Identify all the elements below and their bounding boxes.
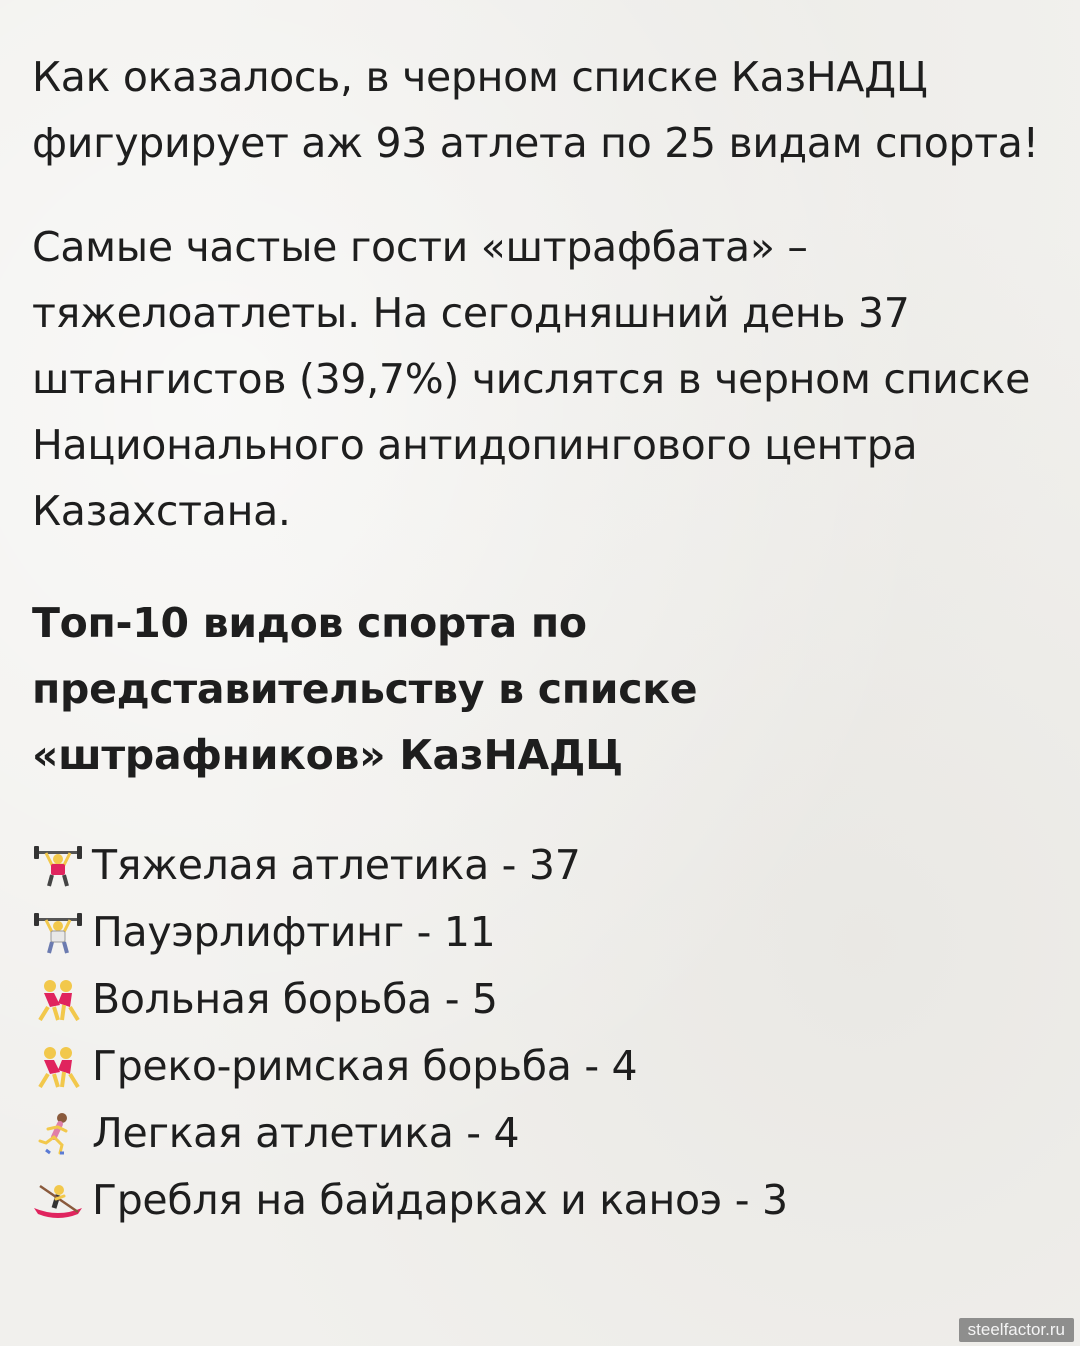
paragraph-weightlifters: Самые частые гости «штрафбата» – тяжелоатлеты. На сегодняшний день 37 штангистов (39,7%) числятся в черном списке Национального антидопингового центра Казахстана. — [32, 223, 1031, 535]
list-item — [32, 965, 1042, 1032]
watermark: steelfactor.ru — [959, 1318, 1074, 1342]
list-item — [32, 1032, 1042, 1099]
wrestlers-icon — [32, 977, 84, 1021]
top-sports-list — [32, 831, 1042, 1233]
list-item-label: Вольная борьба - 5 — [92, 974, 498, 1023]
list-item-label: Греко-римская борьба - 4 — [92, 1041, 638, 1090]
top-list-heading: Топ-10 видов спорта по представительству в списке «штрафников» КазНАДЦ — [32, 599, 698, 779]
runner-icon — [32, 1111, 84, 1155]
weightlifter-red-icon — [32, 843, 84, 887]
list-item — [32, 831, 1042, 898]
list-item-label: Тяжелая атлетика - 37 — [92, 840, 581, 889]
list-item-label: Гребля на байдарках и каноэ - 3 — [92, 1175, 788, 1224]
canoe-icon — [32, 1178, 84, 1222]
list-item — [32, 1099, 1042, 1166]
list-item — [32, 1166, 1042, 1233]
list-item — [32, 898, 1042, 965]
list-item-label: Пауэрлифтинг - 11 — [92, 907, 496, 956]
weightlifter-white-icon — [32, 910, 84, 954]
paragraph-intro: Как оказалось, в черном списке КазНАДЦ фигурирует аж 93 атлета по 25 видам спорта! — [32, 53, 1039, 167]
article-content — [32, 44, 1042, 1233]
list-item-label: Легкая атлетика - 4 — [92, 1108, 520, 1157]
wrestlers-icon — [32, 1044, 84, 1088]
